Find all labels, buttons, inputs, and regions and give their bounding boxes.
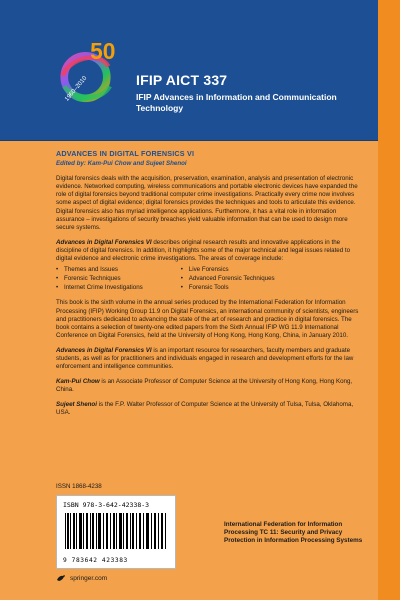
paragraph-5-rest: is an Associate Professor of Computer Science at the University of Hong Kong, Hong Kong, China. bbox=[56, 378, 353, 394]
coverage-right-column bbox=[181, 266, 275, 292]
coverage-item: • Themes and Issues bbox=[56, 266, 143, 274]
coverage-left-column bbox=[56, 266, 143, 292]
paragraph-6-rest: is the F.P. Walter Professor of Computer Science at the University of Tulsa, Tulsa, Oklahoma, USA. bbox=[56, 401, 354, 417]
main-content bbox=[56, 150, 362, 418]
paragraph-2 bbox=[56, 239, 362, 263]
coverage-item: • Forensic Techniques bbox=[56, 275, 143, 283]
paragraph-4 bbox=[56, 347, 362, 371]
ifip-bottom-text: International Federation for Information Processing TC 11: Security and Privacy Protection in Information Processing Systems bbox=[224, 521, 363, 544]
coverage-item: • Advanced Forensic Techniques bbox=[181, 275, 275, 283]
paragraph-4-lead: Advances in Digital Forensics VI bbox=[56, 346, 152, 354]
issn: ISSN 1868-4238 bbox=[56, 483, 102, 490]
isbn-top: ISBN 978-3-642-42338-3 bbox=[63, 501, 150, 509]
logo-years: 1960–2010 bbox=[63, 74, 89, 103]
editors-line: Edited by: Kam-Pui Chow and Sujeet Shenoi bbox=[56, 160, 187, 168]
isbn-bottom: 9 783642 423383 bbox=[63, 557, 128, 564]
barcode-block bbox=[56, 495, 176, 569]
logo-number: 50 bbox=[90, 37, 116, 64]
book-title: ADVANCES IN DIGITAL FORENSICS VI bbox=[56, 149, 195, 158]
springer-text: springer.com bbox=[70, 574, 108, 582]
springer-link[interactable] bbox=[56, 574, 107, 582]
paragraph-2-lead: Advances in Digital Forensics VI bbox=[56, 238, 152, 246]
coverage-item: • Forensic Tools bbox=[181, 284, 275, 292]
coverage-item: • Internet Crime Investigations bbox=[56, 284, 143, 292]
right-color-stripe bbox=[378, 0, 400, 600]
springer-horse-icon bbox=[56, 574, 66, 582]
paragraph-6-lead: Sujeet Shenoi bbox=[56, 401, 97, 409]
series-subtitle: IFIP Advances in Information and Communication Technology bbox=[136, 92, 337, 113]
paragraph-3: This book is the sixth volume in the annual series produced by the International Federation for Information Processing (IFIP) Working Group 11.9 on Digital Forensics, an international community of scientists, engineers and practitioners dedicated to advancing the state of the art of research and practice in digital forensics. The book contains a selection of twenty-one edited papers from the Sixth Annual IFIP WG 11.9 International Conference on Digital Forensics, held at the University of Hong Kong, Hong Kong, China, in January 2010. bbox=[56, 299, 359, 339]
coverage-list bbox=[56, 266, 362, 292]
paragraph-5 bbox=[56, 378, 362, 394]
paragraph-4-rest: is an important resource for researchers, faculty members and graduate students, as well as for practitioners and individuals engaged in research and development efforts for the law enforcement and intelligence communities. bbox=[56, 346, 354, 371]
coverage-item: • Live Forensics bbox=[181, 266, 275, 274]
ifip-50-years-logo-icon bbox=[46, 36, 122, 112]
paragraph-6 bbox=[56, 401, 362, 417]
top-banner bbox=[0, 0, 378, 140]
series-title: IFIP AICT 337 bbox=[136, 72, 228, 88]
paragraph-1: Digital forensics deals with the acquisition, preservation, examination, analysis and presentation of electronic evidence. Networked computing, wireless communications and portable electronic devices have expanded the role of digital forensics beyond traditional computer crime investigations. Practically every crime now involves some aspect of digital evidence; digital forensics provides the techniques and tools to articulate this evidence. Digital forensics also has myriad intelligence applications. Furthermore, it has a vital role in information assurance – investigations of security breaches yield valuable information that can be used to design more secure systems. bbox=[56, 175, 358, 231]
paragraph-2-rest: describes original research results and innovative applications in the discipline of digital forensics. In addition, it highlights some of the major technical and legal issues related to digital evidence and electronic crime investigations. The areas of coverage include: bbox=[56, 238, 351, 263]
barcode-icon bbox=[63, 511, 169, 551]
paragraph-5-lead: Kam-Pui Chow bbox=[56, 378, 100, 386]
